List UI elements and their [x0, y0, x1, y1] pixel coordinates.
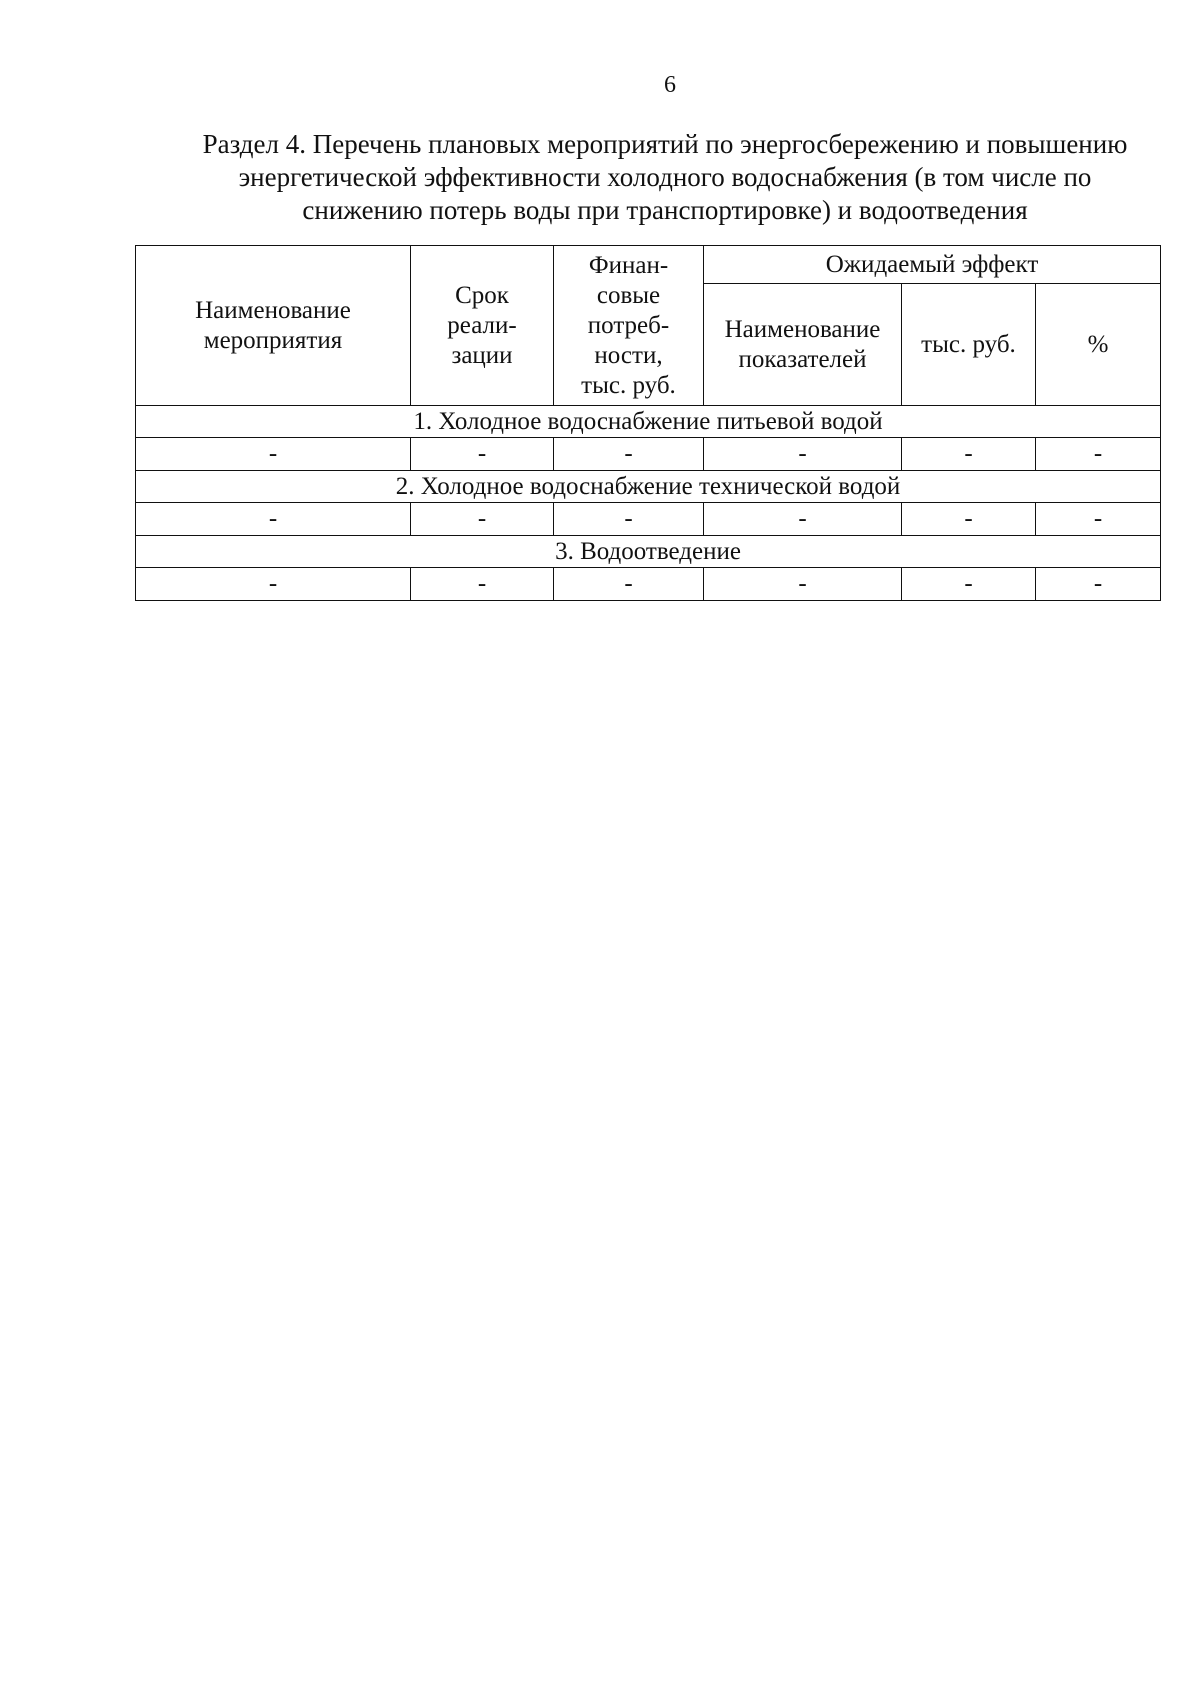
table-cell: - — [554, 438, 704, 471]
table-cell: - — [704, 503, 902, 536]
table-cell: - — [554, 568, 704, 601]
measures-table — [135, 245, 1161, 601]
table-cell: - — [902, 568, 1036, 601]
table-cell: - — [136, 568, 411, 601]
header-percent: % — [1036, 284, 1161, 406]
section-heading: 3. Водоотведение — [136, 536, 1161, 568]
header-expected-effect: Ожидаемый эффект — [704, 246, 1161, 284]
header-indicators: Наименование показателей — [704, 284, 902, 406]
header-finance: Финан- совые потреб- ности, тыс. руб. — [554, 246, 704, 406]
table-row — [136, 438, 1161, 471]
table-cell: - — [1036, 503, 1161, 536]
table-cell: - — [902, 438, 1036, 471]
header-measure-name: Наименование мероприятия — [136, 246, 411, 406]
table-cell: - — [136, 438, 411, 471]
section-title-line: энергетической эффективности холодного водоснабжения (в том числе по — [238, 162, 1092, 192]
table-cell: - — [554, 503, 704, 536]
table-cell: - — [411, 438, 554, 471]
table-cell: - — [411, 503, 554, 536]
section-title-line: снижению потерь воды при транспортировке) и водоотведения — [302, 195, 1028, 225]
section-title — [160, 128, 1170, 227]
table-cell: - — [411, 568, 554, 601]
page-number: 6 — [664, 72, 676, 98]
table-cell: - — [136, 503, 411, 536]
section-heading: 2. Холодное водоснабжение технической водой — [136, 471, 1161, 503]
header-term: Срок реали- зации — [411, 246, 554, 406]
table-row — [136, 568, 1161, 601]
section-heading: 1. Холодное водоснабжение питьевой водой — [136, 406, 1161, 438]
header-thousand-rub: тыс. руб. — [902, 284, 1036, 406]
table-cell: - — [704, 438, 902, 471]
table-cell: - — [704, 568, 902, 601]
section-title-line: Раздел 4. Перечень плановых мероприятий по энергосбережению и повышению — [202, 129, 1128, 159]
table-cell: - — [1036, 568, 1161, 601]
table-cell: - — [1036, 438, 1161, 471]
table-cell: - — [902, 503, 1036, 536]
table-row — [136, 503, 1161, 536]
